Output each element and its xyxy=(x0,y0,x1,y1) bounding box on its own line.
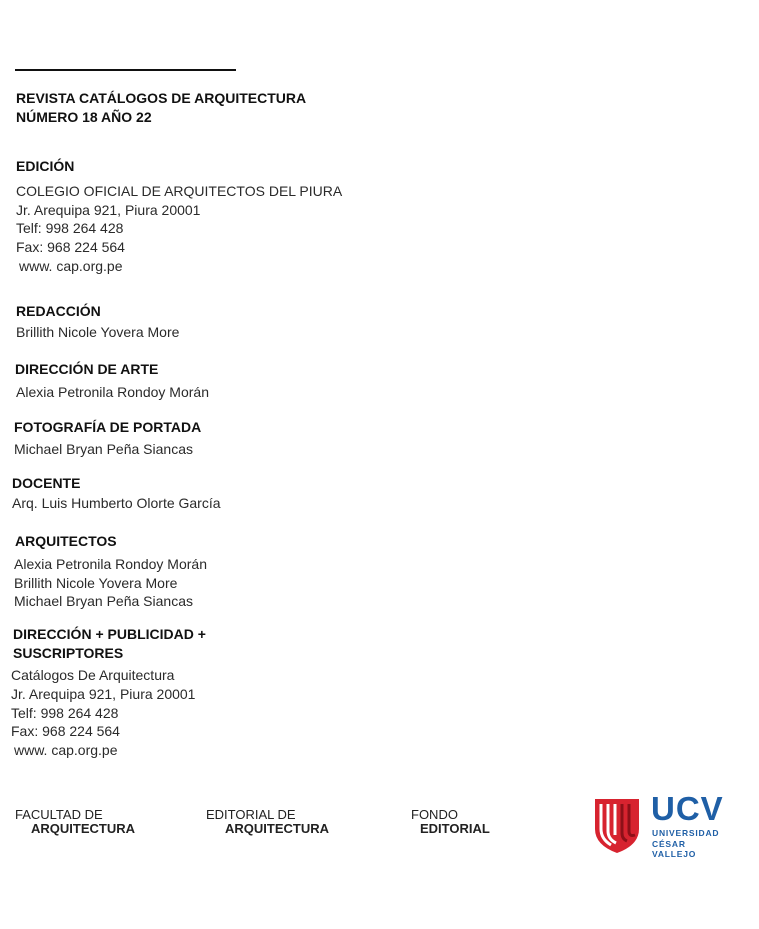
redaccion-name: Brillith Nicole Yovera More xyxy=(16,324,180,340)
footer-facultad xyxy=(15,808,135,836)
ucv-logo xyxy=(591,790,731,859)
footer-editorial-line2: ARQUITECTURA xyxy=(225,821,329,836)
redaccion-heading: REDACCIÓN xyxy=(16,303,101,319)
contacto-phone: Telf: 998 264 428 xyxy=(11,705,119,721)
contacto-nombre: Catálogos De Arquitectura xyxy=(11,667,175,683)
direccion-arte-heading: DIRECCIÓN DE ARTE xyxy=(15,361,159,377)
edicion-website[interactable]: www. cap.org.pe xyxy=(19,258,123,274)
footer-facultad-line1: FACULTAD DE xyxy=(15,807,103,822)
direccion-arte-name: Alexia Petronila Rondoy Morán xyxy=(16,384,209,400)
contacto-website[interactable]: www. cap.org.pe xyxy=(14,742,118,758)
footer-fondo-line1: FONDO xyxy=(411,807,458,822)
direccion-publicidad-heading: DIRECCIÓN + PUBLICIDAD + xyxy=(13,626,206,642)
contacto-address: Jr. Arequipa 921, Piura 20001 xyxy=(11,686,196,702)
fotografia-name: Michael Bryan Peña Siancas xyxy=(14,441,193,457)
contacto-fax: Fax: 968 224 564 xyxy=(11,723,120,739)
ucv-shield-icon xyxy=(591,795,643,855)
edicion-heading: EDICIÓN xyxy=(16,158,75,174)
footer-facultad-line2: ARQUITECTURA xyxy=(31,821,135,836)
footer-editorial-line1: EDITORIAL DE xyxy=(206,807,296,822)
docente-name: Arq. Luis Humberto Olorte García xyxy=(12,495,221,511)
footer-fondo xyxy=(411,808,490,836)
arquitecto-2: Brillith Nicole Yovera More xyxy=(14,575,178,591)
arquitecto-3: Michael Bryan Peña Siancas xyxy=(14,593,193,609)
arquitectos-heading: ARQUITECTOS xyxy=(15,533,117,549)
fotografia-heading: FOTOGRAFÍA DE PORTADA xyxy=(14,419,202,435)
header-rule xyxy=(15,69,236,71)
edicion-address: Jr. Arequipa 921, Piura 20001 xyxy=(16,202,201,218)
footer-editorial xyxy=(206,808,329,836)
ucv-cesar-vallejo: CÉSAR VALLEJO xyxy=(652,839,697,859)
magazine-title: REVISTA CATÁLOGOS DE ARQUITECTURA xyxy=(16,90,307,106)
footer-fondo-line2: EDITORIAL xyxy=(420,821,490,836)
edicion-phone: Telf: 998 264 428 xyxy=(16,220,124,236)
issue-number: NÚMERO 18 AÑO 22 xyxy=(16,109,152,125)
edicion-fax: Fax: 968 224 564 xyxy=(16,239,125,255)
edicion-publisher: COLEGIO OFICIAL DE ARQUITECTOS DEL PIURA xyxy=(16,183,343,199)
arquitecto-1: Alexia Petronila Rondoy Morán xyxy=(14,556,207,572)
ucv-universidad: UNIVERSIDAD xyxy=(652,828,720,838)
suscriptores-heading: SUSCRIPTORES xyxy=(13,645,124,661)
ucv-acronym: UCV xyxy=(651,790,724,827)
docente-heading: DOCENTE xyxy=(12,475,81,491)
